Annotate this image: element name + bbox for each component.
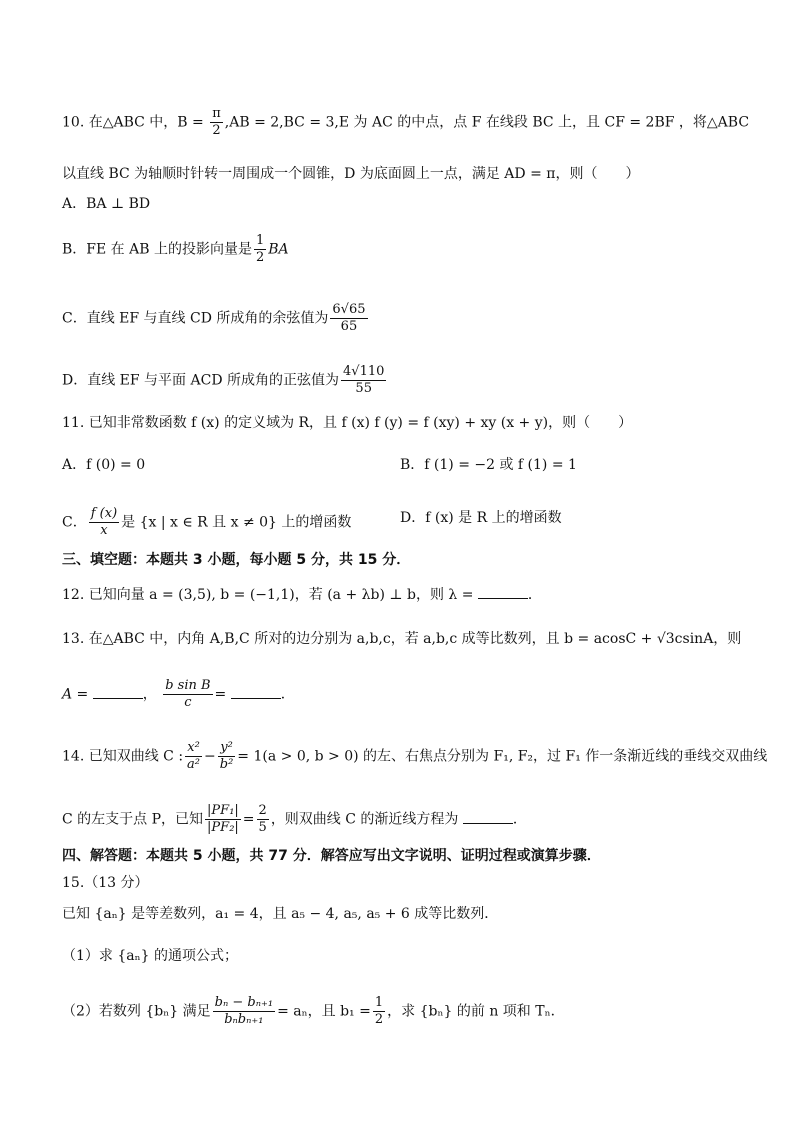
q12-end: ． (527, 587, 542, 603)
q10-pi-fraction (210, 106, 223, 139)
q14-line2-pre: C 的左支于点 P，已知 (62, 811, 204, 828)
frac-den: |PF₂| (207, 820, 239, 835)
q14-y-fraction (218, 740, 236, 773)
q10-two: 2 (212, 123, 221, 138)
frac-den: 65 (340, 319, 358, 334)
q11-option-d: D．f (x) 是 R 上的增函数 (400, 510, 562, 526)
q10-option-c-text: C．直线 EF 与直线 CD 所成角的余弦值为 (62, 310, 329, 327)
q14-line1: 14. 已知双曲线 C : $\frac{\text{x²}}{\text{a²}}$ − $\frac{\text{y²}}{\text{b²}}$ = 1(a > 0, b > 0) 的左、右焦点分别为 F₁, F₂，过 F₁ 作一条渐近线的垂线交双曲线 (62, 740, 768, 772)
q15-stem: 已知 {aₙ} 是等差数列，a₁ = 4，且 a₅ − 4, a₅, a₅ + 6 成等比数列． (62, 906, 499, 922)
q15-recurrence-fraction (213, 995, 275, 1028)
q10-option-c-fraction (330, 302, 367, 335)
q10-stem-a: 10. 在△ABC 中，B = (62, 114, 209, 131)
q15-part-2-post: ，求 {bₙ} 的前 n 项和 Tₙ． (387, 1003, 565, 1020)
frac-den: 2 (255, 250, 265, 265)
q11-option-b: B．f (1) = −2 或 f (1) = 1 (400, 457, 577, 473)
q10-option-d-fraction (341, 364, 386, 397)
q14-line2-post: ，则双曲线 C 的渐近线方程为 (270, 811, 459, 828)
q11-option-c-text: 是 {x | x ∈ R 且 x ≠ 0} 上的增函数 (121, 514, 352, 531)
q10-option-d-text: D．直线 EF 与平面 ACD 所成角的正弦值为 (62, 372, 340, 389)
q11-option-a: A．f (0) = 0 (62, 457, 146, 473)
q12-text: 12. 已知向量 a = (3,5), b = (−1,1)，若 (a + λb) ⊥ b，则 λ = (62, 587, 474, 603)
q15-part-2 (62, 995, 565, 1028)
frac-den: 55 (355, 381, 372, 396)
q14-line2 (62, 803, 527, 836)
frac-num: 6√65 (332, 302, 366, 317)
frac-num: f (x) (90, 506, 118, 521)
q14-post: = 1(a > 0, b > 0) 的左、右焦点分别为 F₁, F₂，过 F₁ 作一条渐近线的垂线交双曲线 (237, 748, 768, 765)
q15-heading: 15.（13 分） (62, 875, 149, 891)
frac-den: b² (219, 757, 234, 772)
q10-line2: 以直线 BC 为轴顺时针转一周围成一个圆锥，D 为底面圆上一点，满足 AD = π，则（ ） (62, 166, 640, 182)
q14-value-fraction (257, 803, 269, 836)
q14-x-fraction (185, 740, 202, 773)
q13-answer-blank-2[interactable] (231, 684, 281, 699)
q14-ratio-fraction (205, 803, 241, 836)
frac-num: 1 (255, 233, 265, 248)
q15-part-2-pre: （2）若数列 {bₙ} 满足 (62, 1003, 211, 1020)
q10-option-d (62, 364, 388, 397)
q13-fraction (163, 678, 212, 711)
q10-option-b-vector: BA (268, 241, 289, 258)
q13-line2 (62, 678, 295, 711)
frac-num: x² (187, 740, 200, 755)
frac-num: 2 (258, 803, 267, 818)
frac-num: 4√110 (343, 364, 385, 379)
frac-num: b sin B (165, 678, 211, 693)
q12-answer-blank[interactable] (478, 584, 528, 599)
q11-option-c-fraction (89, 506, 119, 539)
section-3-heading: 三、填空题：本题共 3 小题，每小题 5 分，共 15 分． (62, 552, 411, 568)
section-4-heading: 四、解答题：本题共 5 小题，共 77 分．解答应写出文字说明、证明过程或演算步骤． (62, 848, 601, 864)
frac-den: bₙbₙ₊₁ (224, 1012, 264, 1027)
frac-num: |PF₁| (207, 803, 239, 818)
q13-a-label: A = (62, 686, 89, 703)
q10-option-b-text: B．FE 在 AB 上的投影向量是 (62, 241, 252, 258)
q13-answer-blank-1[interactable] (93, 684, 143, 699)
q10-option-b-fraction (254, 233, 266, 266)
q14-pre: 14. 已知双曲线 C : (62, 748, 184, 765)
frac-den: c (184, 695, 192, 710)
q15-part-2-mid: = aₙ，且 b₁ = (277, 1003, 371, 1020)
q15-b1-fraction (373, 995, 385, 1028)
q13-end: ． (280, 686, 295, 703)
q10-pi: π (212, 106, 221, 121)
q10-option-b (62, 233, 289, 266)
q11-option-c-label: C． (62, 514, 87, 531)
q14-end: ． (512, 811, 527, 828)
frac-den: a² (187, 757, 201, 772)
q14-answer-blank[interactable] (463, 809, 513, 824)
q14-eq: = (242, 811, 255, 828)
q13-eq: = (214, 686, 227, 703)
q10-option-a: A．BA ⊥ BD (62, 196, 151, 212)
q11-stem: 11. 已知非常数函数 f (x) 的定义域为 R，且 f (x) f (y) = f (xy) + xy (x + y)，则（ ） (62, 415, 633, 431)
frac-num: 1 (374, 995, 384, 1010)
frac-den: x (100, 523, 108, 538)
q12 (62, 584, 542, 605)
q10-line1 (62, 106, 749, 139)
frac-den: 2 (374, 1012, 384, 1027)
q11-option-c (62, 506, 351, 539)
frac-den: 5 (258, 820, 267, 835)
frac-num: y² (220, 740, 233, 755)
q13-separator: ， (142, 686, 157, 703)
q10-stem-b: ,AB = 2,BC = 3,E 为 AC 的中点，点 F 在线段 BC 上，且 CF = 2BF ，将△ABC (224, 114, 750, 131)
frac-num: bₙ − bₙ₊₁ (214, 995, 274, 1010)
q10-option-c (62, 302, 370, 335)
q15-part-1: （1）求 {aₙ} 的通项公式； (62, 948, 239, 964)
q13-line1: 13. 在△ABC 中，内角 A,B,C 所对的边分别为 a,b,c，若 a,b,c 成等比数列，且 b = acosC + √3csinA，则 (62, 631, 742, 647)
